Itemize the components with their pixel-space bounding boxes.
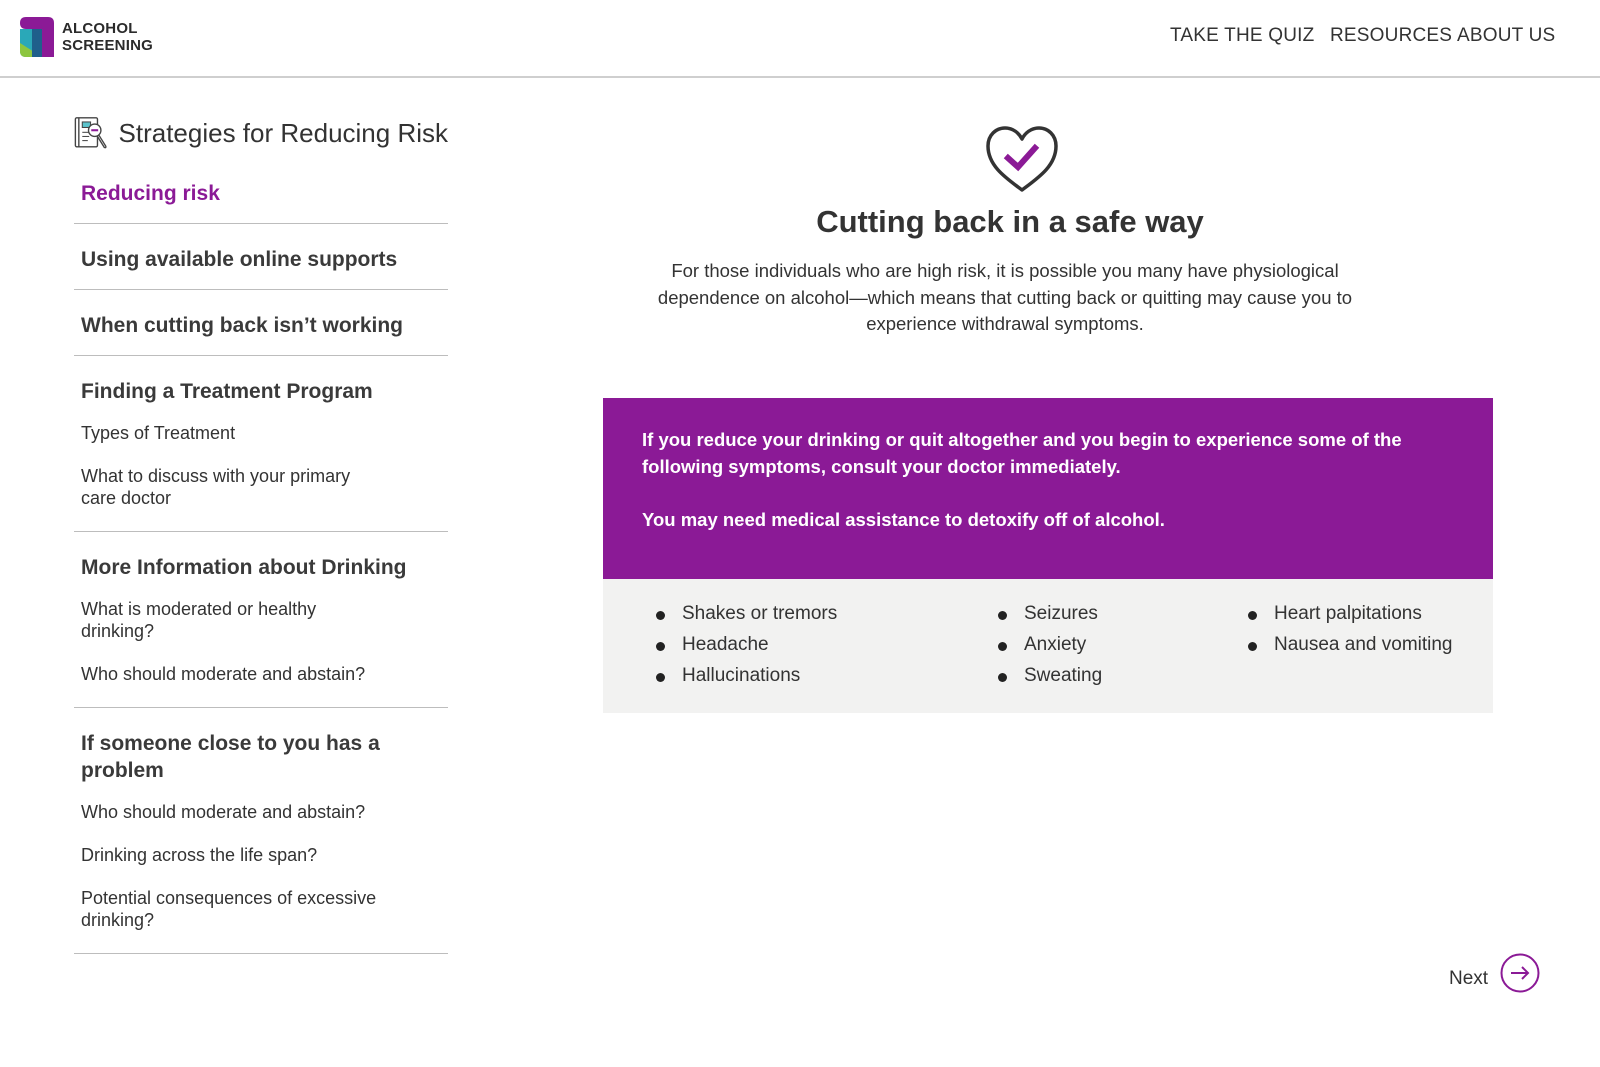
symptom-item: Heart palpitations	[1246, 601, 1453, 632]
sidebar-item-cutting-back[interactable]: When cutting back isn’t working	[81, 314, 404, 337]
site-header	[0, 0, 1600, 78]
symptom-item: Nausea and vomiting	[1246, 632, 1453, 663]
sidebar-group-cutting-back	[74, 290, 448, 356]
nav-about-us[interactable]: ABOUT US	[1457, 25, 1556, 46]
next-button[interactable]	[1449, 953, 1540, 993]
sidebar-sub-types-of-treatment[interactable]: Types of Treatment	[81, 423, 236, 443]
symptom-item: Headache	[654, 632, 837, 663]
sidebar-group-more-info	[74, 532, 448, 708]
logo-line1: ALCOHOL	[62, 20, 138, 37]
sidebar-group-online-supports	[74, 224, 448, 290]
sidebar-sub-life-span[interactable]: Drinking across the life span?	[81, 845, 318, 865]
symptoms-column-2	[996, 601, 1102, 694]
symptom-item: Sweating	[996, 663, 1102, 694]
nav-take-the-quiz[interactable]: TAKE THE QUIZ	[1170, 25, 1315, 46]
callout-line1: If you reduce your drinking or quit altogether and you begin to experience some of the following symptoms, consult your doctor immediately.	[642, 429, 1402, 477]
callout-line2: You may need medical assistance to detoxify off of alcohol.	[642, 509, 1165, 530]
sidebar-sub-consequences[interactable]: Potential consequences of excessive drinking?	[81, 888, 377, 930]
sidebar-item-treatment[interactable]: Finding a Treatment Program	[81, 380, 373, 403]
sidebar-item-reducing-risk[interactable]: Reducing risk	[81, 182, 220, 205]
heart-check-icon	[984, 124, 1060, 194]
symptoms-panel	[603, 579, 1493, 713]
sidebar-title: Strategies for Reducing Risk	[118, 117, 448, 148]
symptoms-column-3	[1246, 601, 1453, 663]
sidebar-item-more-info[interactable]: More Information about Drinking	[81, 556, 407, 579]
arrow-right-circle-icon[interactable]	[1500, 953, 1540, 993]
strategy-book-icon	[74, 108, 109, 158]
logo[interactable]	[20, 17, 153, 57]
sidebar	[74, 108, 448, 954]
symptom-item: Hallucinations	[654, 663, 837, 694]
sidebar-group-reducing-risk	[74, 158, 448, 224]
warning-callout	[603, 398, 1493, 579]
logo-text	[62, 20, 153, 54]
sidebar-item-someone-close[interactable]: If someone close to you has a problem	[81, 732, 380, 782]
symptom-item: Anxiety	[996, 632, 1102, 663]
symptom-item: Seizures	[996, 601, 1102, 632]
symptoms-column-1	[654, 601, 837, 694]
sidebar-header	[74, 108, 448, 158]
page-description: For those individuals who are high risk, it is possible you many have physiological dependence on alcohol—which means that cutting back or quitting may cause you to experience withdrawal symptoms.	[657, 260, 1353, 334]
sidebar-group-treatment	[74, 356, 448, 532]
sidebar-sub-moderated-drinking[interactable]: What is moderated or healthy drinking?	[81, 599, 317, 641]
sidebar-group-someone-close	[74, 708, 448, 954]
logo-icon	[20, 17, 54, 57]
logo-line2: SCREENING	[62, 37, 153, 54]
sidebar-sub-moderate-abstain-2[interactable]: Who should moderate and abstain?	[81, 802, 366, 822]
symptom-item: Shakes or tremors	[654, 601, 837, 632]
sidebar-sub-moderate-abstain[interactable]: Who should moderate and abstain?	[81, 664, 366, 684]
page-title: Cutting back in a safe way	[816, 204, 1204, 239]
next-label: Next	[1449, 968, 1489, 989]
sidebar-item-online-supports[interactable]: Using available online supports	[81, 248, 398, 271]
sidebar-sub-primary-care[interactable]: What to discuss with your primary care doctor	[81, 466, 351, 508]
nav-resources[interactable]: RESOURCES	[1330, 25, 1453, 46]
